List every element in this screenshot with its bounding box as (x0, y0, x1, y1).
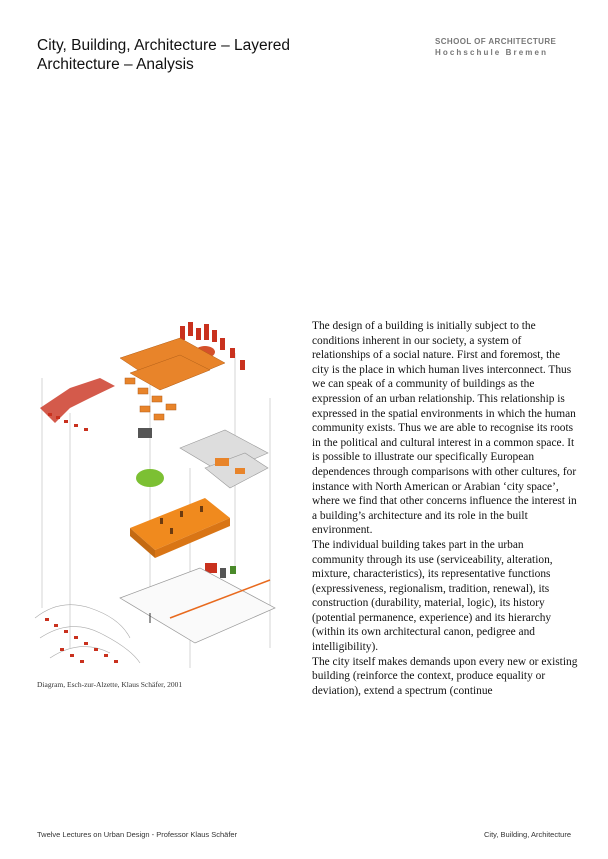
school-name-line2: Hochschule Bremen (435, 48, 549, 57)
body-text (312, 319, 578, 698)
page-title: City, Building, Architecture – Layered Architecture – Analysis (37, 37, 291, 73)
footer-lecture-series: Twelve Lectures on Urban Design - Professor Klaus Schäfer (37, 830, 238, 839)
school-name-line1: SCHOOL OF ARCHITECTURE (435, 37, 557, 46)
footer-section-title: City, Building, Architecture (484, 830, 571, 839)
body-paragraph: The city itself makes demands upon every new or existing building (reinforce the context, produce equality or deviation), extend a spectrum (continue (312, 655, 578, 697)
layered-architecture-diagram (30, 318, 300, 673)
diagram-image (30, 318, 300, 673)
body-paragraph: The design of a building is initially subject to the conditions inherent in our society, a system of relationships of a social nature. First and foremost, the city is the place in which human lives interconnect. Thus we can speak of a community of buildings as the expression of an urban relationship. This relationship is expressed in the spatial environments in which the human community exists. Thus we are able to recognise its roots in the political and cultural interest in a common space. It is possible to illustrate our specifically European dependences through comparisons with other cultures, for instance with North American or Arabian ‘city space’, where we find that other concerns influence the interest in a building’s architecture and its role in the built environment. (312, 320, 577, 537)
figure-caption: Diagram, Esch-zur-Alzette, Klaus Schäfer, 2001 (37, 680, 183, 689)
school-name (435, 36, 571, 58)
body-paragraph: The individual building takes part in the urban community through its use (serviceability, alteration, mixture, characteristics), its representative functions (expressiveness, regionalism, tradition, renewal), its construction (durability, material, logic), its history (potential permanence, experience) and its hierarchy (within its own architectural canon, pedigree and intelligibility). (312, 538, 553, 654)
